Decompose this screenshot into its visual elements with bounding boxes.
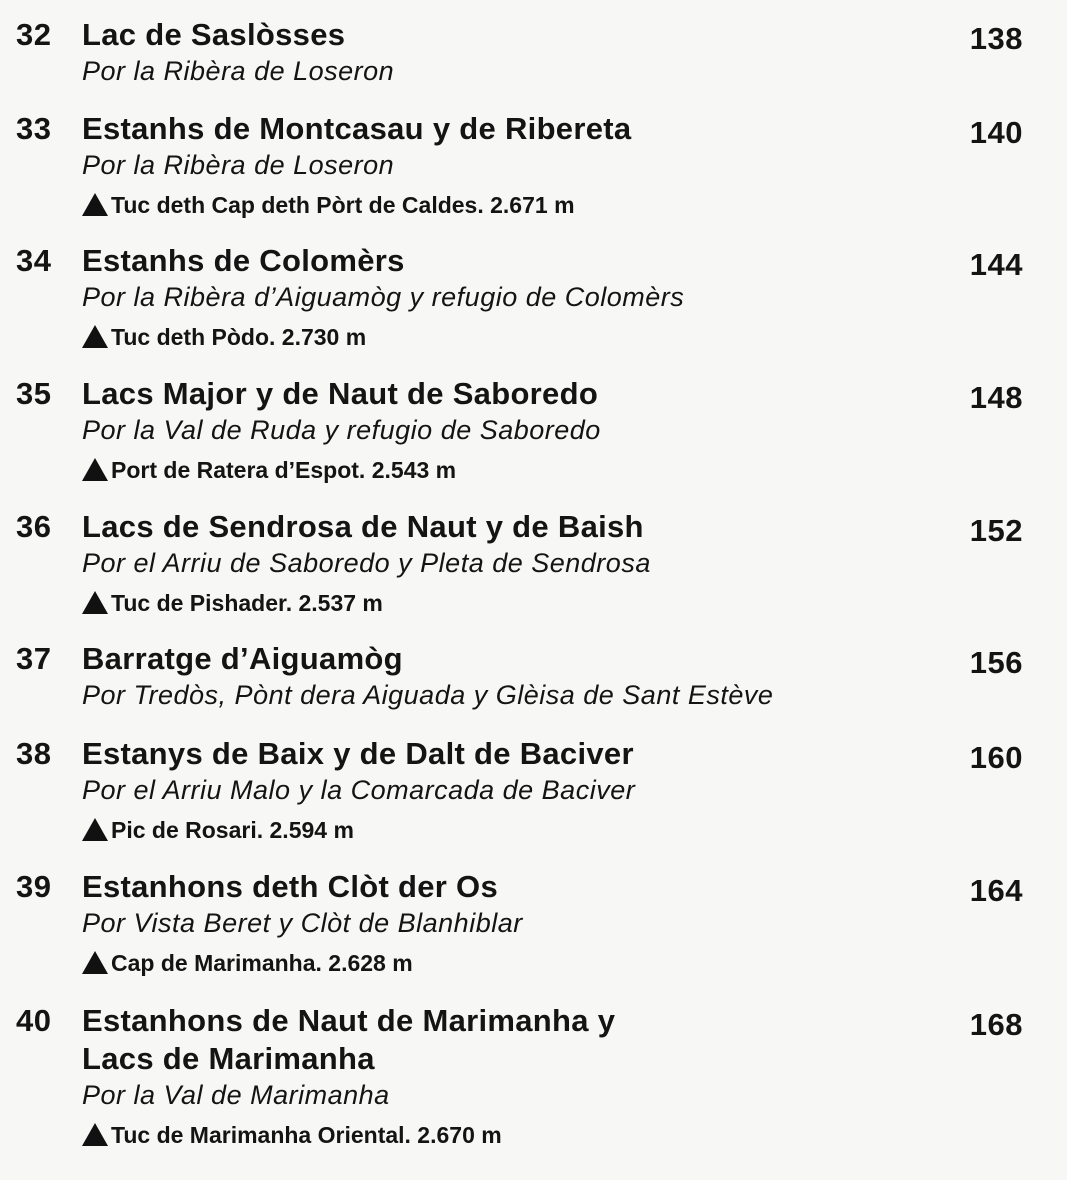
entry-title: Lacs Major y de Naut de Saboredo	[82, 376, 599, 411]
peak-label: Pic de Rosari. 2.594 m	[111, 817, 354, 843]
entry-title: Estanhons deth Clòt der Os	[82, 869, 499, 904]
entry-number: 40	[16, 1003, 52, 1038]
entry-number: 39	[16, 869, 52, 904]
mountain-triangle-icon	[82, 193, 108, 216]
entry-number: 34	[16, 243, 52, 278]
entry-peak	[82, 1120, 502, 1150]
entry-peak	[82, 588, 383, 618]
entry-page-number: 152	[969, 513, 1023, 548]
entry-title: Estanhons de Naut de Marimanha y Lacs de Marimanha	[82, 1003, 616, 1076]
peak-label: Tuc deth Pòdo. 2.730 m	[111, 324, 367, 350]
entry-number: 38	[16, 736, 52, 771]
entry-peak	[82, 815, 354, 845]
mountain-triangle-icon	[82, 591, 108, 614]
entry-title: Estanys de Baix y de Dalt de Baciver	[82, 736, 634, 771]
entry-page-number: 144	[969, 247, 1023, 282]
mountain-triangle-icon	[82, 818, 108, 841]
mountain-triangle-icon	[82, 1123, 108, 1146]
entry-subtitle: Por la Val de Marimanha	[82, 1080, 390, 1110]
entry-peak	[82, 190, 575, 220]
entry-page-number: 156	[969, 645, 1023, 680]
entry-title: Estanhs de Colomèrs	[82, 243, 405, 278]
entry-number: 32	[16, 17, 52, 52]
entry-subtitle: Por el Arriu Malo y la Comarcada de Baciver	[82, 775, 636, 805]
entry-subtitle: Por Tredòs, Pònt dera Aiguada y Glèisa de Sant Estève	[82, 680, 774, 710]
entry-title: Lacs de Sendrosa de Naut y de Baish	[82, 509, 644, 544]
entry-subtitle: Por la Val de Ruda y refugio de Saboredo	[82, 415, 601, 445]
entry-page-number: 148	[969, 380, 1023, 415]
entry-number: 35	[16, 376, 52, 411]
entry-subtitle: Por el Arriu de Saboredo y Pleta de Sendrosa	[82, 548, 651, 578]
mountain-triangle-icon	[82, 458, 108, 481]
entry-number: 33	[16, 111, 52, 146]
entry-number: 36	[16, 509, 52, 544]
peak-label: Tuc de Pishader. 2.537 m	[111, 590, 383, 616]
entry-peak	[82, 455, 456, 485]
entry-title: Barratge d’Aiguamòg	[82, 641, 403, 676]
entry-page-number: 168	[969, 1007, 1023, 1042]
peak-label: Port de Ratera d’Espot. 2.543 m	[111, 457, 457, 483]
entry-subtitle: Por Vista Beret y Clòt de Blanhiblar	[82, 908, 523, 938]
entry-subtitle: Por la Ribèra de Loseron	[82, 150, 395, 180]
mountain-triangle-icon	[82, 951, 108, 974]
entry-page-number: 160	[969, 740, 1023, 775]
entry-peak	[82, 322, 366, 352]
entry-subtitle: Por la Ribèra de Loseron	[82, 56, 395, 86]
entry-title: Lac de Saslòsses	[82, 17, 346, 52]
mountain-triangle-icon	[82, 325, 108, 348]
entry-title: Estanhs de Montcasau y de Ribereta	[82, 111, 632, 146]
peak-label: Tuc de Marimanha Oriental. 2.670 m	[111, 1122, 502, 1148]
entry-page-number: 138	[969, 21, 1023, 56]
entry-page-number: 164	[969, 873, 1023, 908]
entry-number: 37	[16, 641, 52, 676]
entry-subtitle: Por la Ribèra d’Aiguamòg y refugio de Colomèrs	[82, 282, 685, 312]
entry-page-number: 140	[969, 115, 1023, 150]
entry-peak	[82, 948, 413, 978]
peak-label: Tuc deth Cap deth Pòrt de Caldes. 2.671 m	[111, 192, 575, 218]
peak-label: Cap de Marimanha. 2.628 m	[111, 950, 413, 976]
